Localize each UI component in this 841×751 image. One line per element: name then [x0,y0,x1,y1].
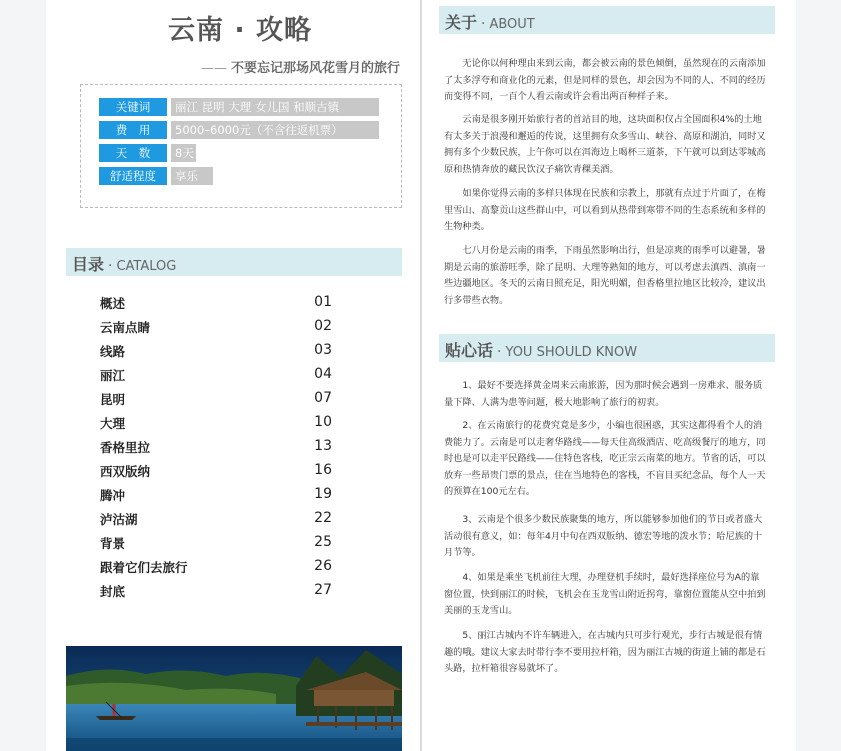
catalog-item-name: 概述 [100,296,126,311]
info-key: 天 数 [99,144,167,162]
info-key: 关键词 [99,98,167,116]
tips-dot: · [497,344,502,360]
catalog-item[interactable] [100,510,340,532]
about-title-zh: 关于 [445,13,478,32]
catalog-item-page: 01 [314,294,332,310]
info-value: 5000–6000元（不含往返机票） [171,121,379,139]
about-header [439,6,775,34]
subtitle-dash: —— [200,61,227,76]
catalog-item[interactable] [100,558,340,580]
catalog-item[interactable] [100,342,340,364]
tips-title-en: YOU SHOULD KNOW [505,345,638,360]
subtitle-text: 不要忘记那场风花雪月的旅行 [230,61,400,76]
catalog-item-name: 昆明 [100,392,126,407]
catalog-item[interactable] [100,534,340,556]
catalog-item[interactable] [100,390,340,412]
info-value: 8天 [171,144,196,162]
tip-paragraph: 1、最好不要选择黄金周来云南旅游，因为那时候会遇到一房难求、服务质量下降、人满为患等问题，极大地影响了旅行的初衷。 [444,380,763,408]
info-row-cost [99,121,379,139]
tip-paragraph: 3、云南是个很多少数民族聚集的地方，所以能够参加他们的节日或者盛大活动很有意义，如：每年4月中旬在西双版纳、德宏等地的泼水节；哈尼族的十月节等。 [444,514,763,559]
about-dot: · [481,16,486,32]
catalog-item[interactable] [100,366,340,388]
tip-paragraph: 2、在云南旅行的花费究竟是多少，小编也很困惑，其实这都得看个人的消费能力了。云南是可以走奢华路线——每天住高级酒店、吃高级餐厅的地方，同时也是可以走平民路线——住特色客栈，吃正宗云南菜的地方。节省的话，可以放弃一些昂贵门票的景点，住在当地特色的客栈，不盲目买纪念品，每个人一天的预算在100元左右。 [444,420,766,498]
catalog-item-name: 背景 [100,536,126,551]
catalog-item-page: 25 [314,534,332,550]
tip-paragraph: 4、如果是乘坐飞机前往大理，办理登机手续时，最好选择座位号为A的靠窗位置，快到丽江的时候，飞机会在玉龙雪山附近拐弯，靠窗位置能从空中拍到美丽的玉龙雪山。 [444,572,766,617]
catalog-item-page: 07 [314,390,332,406]
catalog-item-page: 27 [314,582,332,598]
catalog-item-name: 腾冲 [100,488,126,503]
page-subtitle [160,57,400,76]
catalog-header [66,248,402,276]
catalog-item-name: 泸沽湖 [100,512,138,527]
info-row-days [99,144,196,162]
lake-landscape-illustration [66,646,402,751]
catalog-item-page: 13 [314,438,332,454]
about-title-en: ABOUT [489,17,535,32]
catalog-item-name: 云南点睛 [100,320,151,335]
about-paragraph: 无论你以何种理由来到云南，都会被云南的景色倾倒，虽然现在的云南添加了太多浮夸和商业化的元素，但是同样的景色，却会因为不同的人、不同的经历而变得不同，一百个人看云南或许会看出两百种样子来。 [444,58,766,103]
catalog-item[interactable] [100,582,340,604]
catalog-item-name: 香格里拉 [100,440,151,455]
about-paragraph: 如果你觉得云南的多样只体现在民族和宗教上，那就有点过于片面了，在梅里雪山、高黎贡山这些群山中，可以看到从热带到寒带不同的生态系统和多样的生物种类。 [444,188,766,233]
info-key: 费 用 [99,121,167,139]
catalog-item-page: 19 [314,486,332,502]
catalog-item-name: 封底 [100,584,126,599]
catalog-item[interactable] [100,414,340,436]
trip-info-box [80,84,402,208]
tip-paragraph: 5、丽江古城内不许车辆进入，在古城内只可步行观光，步行古城是很有情趣的哦。建议大家去时带行李不要用拉杆箱，因为丽江古城的街道上铺的都是石头路，拉杆箱很容易就坏了。 [444,630,766,675]
catalog-title-zh: 目录 [72,255,105,274]
info-key: 舒适程度 [99,167,167,185]
info-row-keywords [99,98,379,116]
tips-header [439,334,775,362]
catalog-item[interactable] [100,462,340,484]
info-value: 享乐 [171,167,213,185]
catalog-title-en: CATALOG [116,259,177,274]
catalog-item-page: 16 [314,462,332,478]
lake-landscape-photo [66,646,402,751]
page-divider [420,0,422,751]
catalog-item-name: 大理 [100,416,126,431]
about-paragraph: 云南是很多刚开始旅行者的首站目的地，这块面积仅占全国面积4%的土地有太多关于浪漫和邂逅的传说，这里拥有众多雪山、峡谷、高原和湖泊，同时又拥有多个少数民族，上午你可以在洱海边上喝杯三道茶，下午就可以到达零城高原和热情奔放的藏民饮汉子痛饮青稞美酒。 [444,114,766,175]
catalog-item-name: 线路 [100,344,126,359]
catalog-item-name: 跟着它们去旅行 [100,560,188,575]
page-title: 云南 · 攻略 [167,15,313,46]
catalog-dot: · [108,258,113,274]
catalog-item-page: 22 [314,510,332,526]
catalog-item-name: 丽江 [100,368,126,383]
catalog-item[interactable] [100,438,340,460]
info-row-comfort [99,167,213,185]
catalog-item[interactable] [100,486,340,508]
info-value: 丽江 昆明 大理 女儿国 和顺古镇 [171,98,379,116]
catalog-item-page: 10 [314,414,332,430]
catalog-item[interactable] [100,318,340,340]
catalog-item-page: 26 [314,558,332,574]
about-paragraph: 七八月份是云南的雨季，下雨虽然影响出行，但是凉爽的雨季可以避暑，暑期是云南的旅游旺季，除了昆明、大理等熟知的地方，可以考虑去滇西、滇南一些边疆地区。冬天的云南日照充足，阳光明媚，但香格里拉地区比较冷，建议出行多带些衣物。 [444,245,766,306]
catalog-item-page: 04 [314,366,332,382]
catalog-item[interactable] [100,294,340,316]
catalog-item-page: 03 [314,342,332,358]
catalog-item-name: 西双版纳 [100,464,151,479]
tips-title-zh: 贴心话 [445,341,494,360]
catalog-item-page: 02 [314,318,332,334]
